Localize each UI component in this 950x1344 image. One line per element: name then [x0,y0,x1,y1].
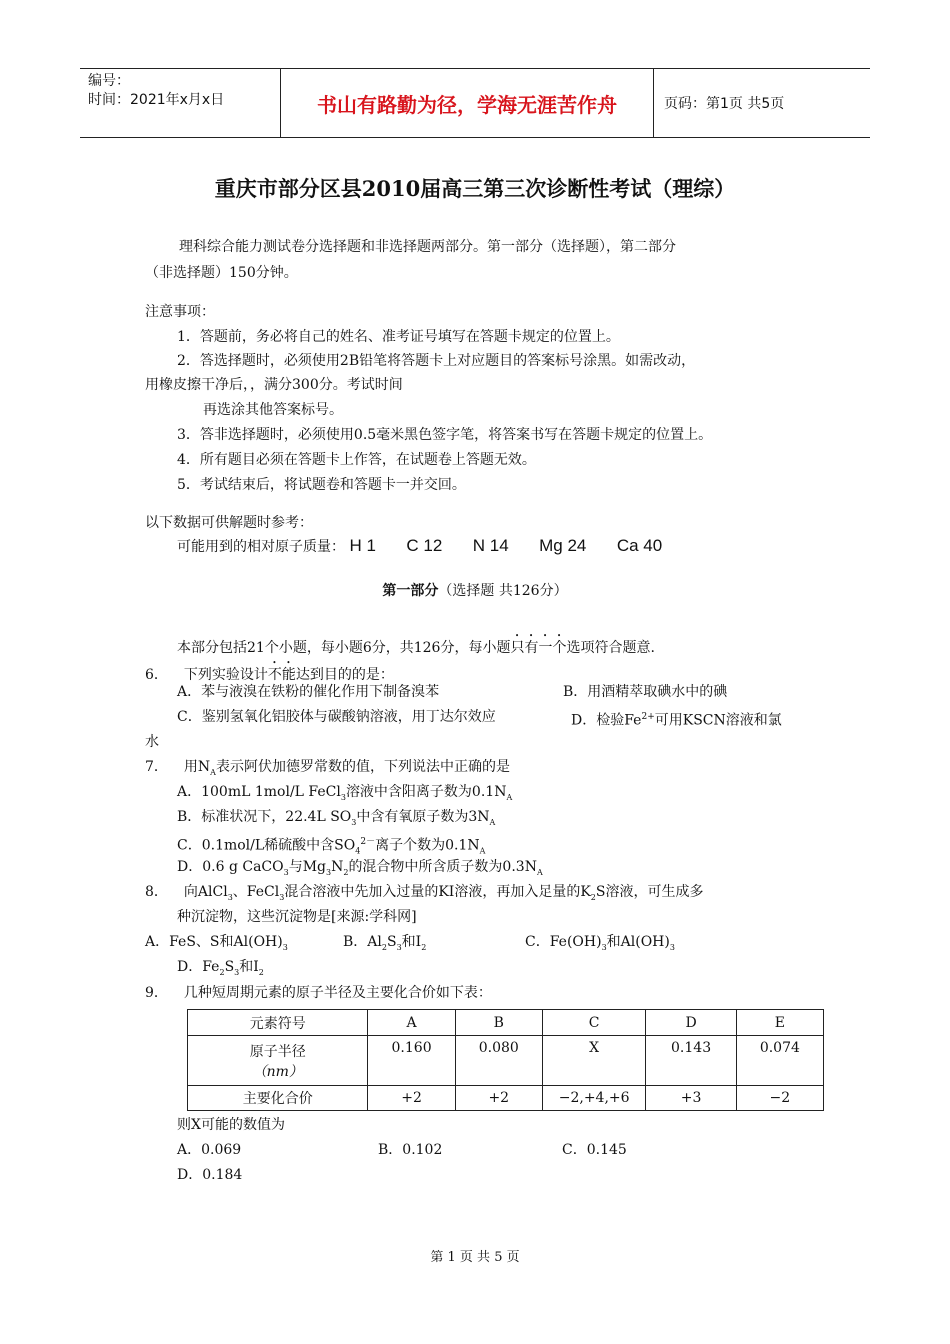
page-header [80,68,870,138]
table-header-cell: A [368,1010,455,1036]
subscript: 4 [355,846,361,856]
page-footer: 第 1 页 共 5 页 [430,1250,520,1265]
doc-title: 重庆市部分区县2010届高三第三次诊断性考试（理综） [214,176,736,201]
subscript: 3 [227,892,233,902]
option-text: A．FeS、S和Al(OH) [145,934,283,950]
desc-text: 本部分包括21个小题，每小题6分，共126分，每小题 [177,640,511,656]
reference-title: 以下数据可供解题时参考： [145,515,313,531]
header-motto: 书山有路勤为径，学海无涯苦作舟 [317,92,617,117]
option-text: 和Al(OH) [606,934,670,950]
subscript: A [210,767,216,777]
part1-note: （选择题 共126分） [438,583,568,599]
option-text: D．0.6 g CaCO [177,859,284,875]
desc-text: 选项符合题意. [566,640,655,656]
table-cell: −2 [736,1086,823,1111]
option-text: 的混合物中所含质子数为0.3N [348,859,537,875]
question-8 [145,882,703,908]
subscript: 3 [326,867,332,877]
question-9 [145,983,492,1003]
part1-heading [0,581,950,601]
notice-item: 3．答非选择题时，必须使用0.5毫米黑色签字笔，将答案书写在答题卡规定的位置上。 [177,427,713,443]
question-stem: 混合溶液中先加入过量的KI溶液，再加入足量的K [284,884,591,900]
option-text: 离子个数为0.1N [375,837,480,854]
table-cell: 0.160 [368,1036,455,1086]
option-text: 可用KSCN溶液和氯 [654,712,782,729]
subscript: 3 [669,942,675,952]
superscript: 2－ [360,837,376,847]
question-stem-continued: 种沉淀物，这些沉淀物是[来源:学科网] [177,909,417,925]
subscript: 2 [258,967,264,977]
atomic-mass-c: C 12 [406,536,443,555]
atomic-mass-ca: Ca 40 [616,536,663,555]
subscript: 2 [421,942,427,952]
table-cell: 0.143 [646,1036,736,1086]
subscript: 3 [283,867,289,877]
table-row-label [188,1036,368,1086]
desc-emphasis: 只有一个 [510,640,567,656]
question-stem: 几种短周期元素的原子半径及主要化合价如下表： [183,985,492,1001]
option-c: C．0.145 [562,1142,627,1158]
option-text: D．Fe [177,959,220,975]
option-b [343,932,426,958]
option-a [145,932,288,958]
table-cell: 0.074 [736,1036,823,1086]
subscript: A [536,867,543,877]
option-b [177,807,495,833]
question-stem: 向AlCl [183,884,228,900]
option-text: 中含有氧原子数为3N [356,809,490,825]
atomic-mass-mg: Mg 24 [539,536,587,555]
option-d [571,707,782,731]
table-cell: X [542,1036,646,1086]
subscript: 2 [590,892,596,902]
subscript: A [506,792,513,802]
notice-item: 2．答选择题时，必须使用2B铅笔将答题卡上对应题目的答案标号涂黑。如需改动， [177,353,696,369]
notice-title: 注意事项： [145,304,215,320]
table-header-cell: 元素符号 [188,1010,368,1036]
question-stem: 达到目的的是： [295,667,394,683]
option-text: 溶液中含阳离子数为0.1N [345,784,507,800]
radius-label: 原子半径 [249,1043,306,1060]
table-header-cell: D [646,1010,736,1036]
subscript: 3 [340,792,346,802]
table-row-label: 主要化合价 [188,1086,368,1111]
option-text: D．检验Fe [571,712,642,729]
subscript: 2 [381,942,387,952]
radius-unit: （nm） [252,1063,303,1080]
table-row [188,1086,824,1111]
option-text: S [386,934,397,950]
table-header-cell: E [736,1010,823,1036]
question-stem: 表示阿伏加德罗常数的值，下列说法中正确的是 [215,759,510,775]
table-header-cell: C [542,1010,646,1036]
subscript: 3 [351,817,357,827]
subscript: 3 [601,942,607,952]
option-b: B．用酒精萃取碘水中的碘 [563,684,728,700]
option-a [177,782,512,808]
option-c [525,932,675,958]
question-7 [145,757,510,783]
table-cell: +2 [455,1086,542,1111]
option-text: 和I [401,934,422,950]
option-text: C．Fe(OH) [525,934,602,950]
question-stem: 、FeCl [232,884,280,900]
option-d: D．0.184 [177,1167,243,1183]
header-meta [80,69,280,137]
atomic-mass-line [177,536,662,557]
element-table [187,1009,824,1111]
option-text: N [331,859,344,875]
atomic-mass-label: 可能用到的相对原子质量： [177,539,345,555]
option-text: B．Al [343,934,382,950]
option-text: B．标准状况下，22.4L SO [177,809,352,825]
subscript: 3 [282,942,288,952]
subscript: 2 [219,967,225,977]
table-cell: +2 [368,1086,455,1111]
option-d [177,957,264,983]
atomic-mass-n: N 14 [472,536,509,555]
notice-item: 1．答题前，务必将自己的姓名、准考证号填写在答题卡规定的位置上。 [177,329,620,345]
option-d [177,857,543,883]
part1-title: 第一部分 [382,583,439,599]
notice-item: 5．考试结束后，将试题卷和答题卡一并交回。 [177,477,466,493]
question-stem: 下列实验设计 [183,667,268,683]
option-c: C．鉴别氢氧化铝胶体与碳酸钠溶液，用丁达尔效应 [177,709,496,725]
subscript: 3 [234,967,240,977]
header-page-label: 页码：第1页 共5页 [664,96,785,112]
question-number: 7． [145,759,168,775]
option-text: C．0.1mol/L稀硫酸中含SO [177,837,356,854]
table-cell: 0.080 [455,1036,542,1086]
question-stem: 用N [183,759,211,775]
subscript: 2 [343,867,349,877]
question-stem: S溶液，可生成多 [595,884,704,900]
subscript: A [479,846,486,856]
option-a: A．0.069 [177,1142,242,1158]
option-a: A．苯与液溴在铁粉的催化作用下制备溴苯 [177,684,440,700]
notice-item: 4．所有题目必须在答题卡上作答，在试题卷上答题无效。 [177,452,536,468]
notice-item: 再选涂其他答案标号。 [203,402,343,418]
atomic-mass-h: H 1 [349,536,376,555]
option-text: 和I [239,959,259,975]
intro-line: （非选择题）150分钟。 [145,265,298,281]
stem-emphasis: 不能 [267,667,296,683]
intro-line: 理科综合能力测试卷分选择题和非选择题两部分。第一部分（选择题），第二部分 [179,239,676,255]
question-number: 9． [145,985,168,1001]
option-text: A．100mL 1mol/L FeCl [177,784,341,800]
option-b: B．0.102 [378,1142,443,1158]
time-label: 时间：2021年x月x日 [88,92,225,108]
table-cell: +3 [646,1086,736,1111]
table-row [188,1010,824,1036]
subscript: A [489,817,496,827]
subscript: 3 [396,942,402,952]
table-row [188,1036,824,1086]
option-text: 与Mg [288,859,326,875]
question-number: 8． [145,884,168,900]
option-text: S [224,959,235,975]
option-d-continued: 水 [145,734,159,750]
subscript: 3 [279,892,285,902]
table-cell: −2,+4,+6 [542,1086,646,1111]
notice-item: 用橡皮擦干净后，，满分300分。考试时间 [145,377,403,393]
question-number: 6． [145,667,168,683]
question-text: 则X可能的数值为 [177,1117,285,1133]
superscript: 2+ [641,712,655,722]
table-header-cell: B [455,1010,542,1036]
part1-description [177,632,655,658]
number-label: 编号： [88,73,130,89]
